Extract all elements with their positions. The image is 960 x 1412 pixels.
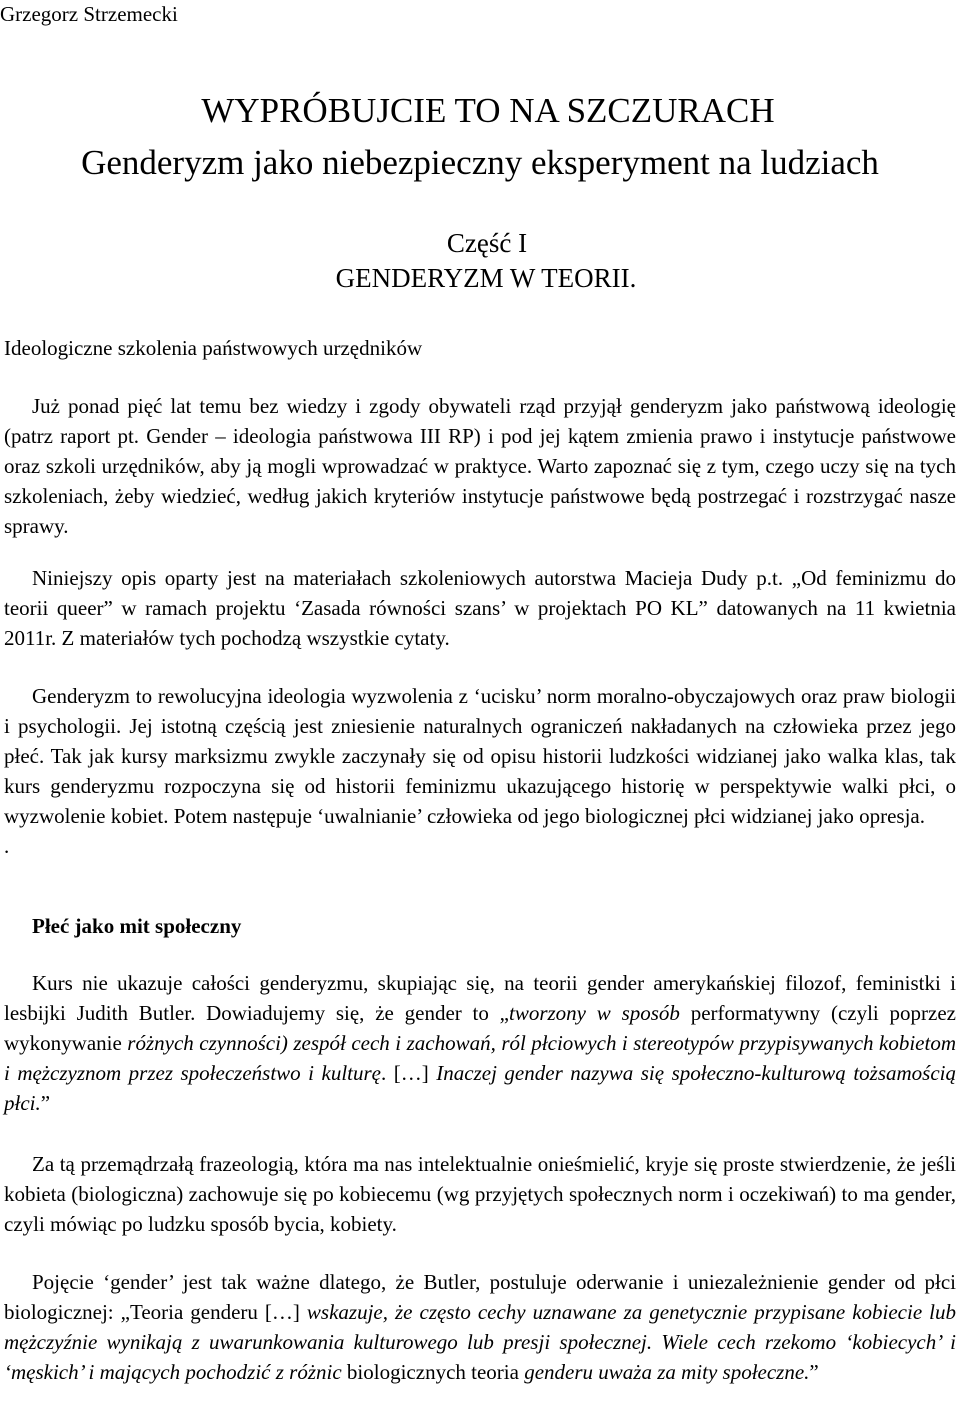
section-heading: Ideologiczne szkolenia państwowych urzędników: [4, 336, 423, 360]
part-label: Część I: [446, 228, 528, 258]
paragraph: Za tą przemądrzałą frazeologią, która ma nas intelektualnie onieśmielić, kryje się proste stwierdzenie, że jeśli kobieta (biologiczna) zachowuje się po kobiecemu (wg przyjętych społecznych norm i oczekiwań) to ma gender, czyli mówiąc po ludzku sposób bycia, kobiety.: [4, 1152, 956, 1236]
document-title: WYPRÓBUJCIE TO NA SZCZURACH: [201, 91, 775, 130]
text: ”: [809, 1360, 819, 1384]
paragraph: Niniejszy opis oparty jest na materiałach szkoleniowych autorstwa Macieja Dudy p.t. „Od feminizmu do teorii queer” w ramach projektu ‘Zasada równości szans’ w projektach PO KL” datowanych na 11 kwietnia 2011r. Z materiałów tych pochodzą wszystkie cytaty.: [4, 566, 956, 650]
paragraph-text: Genderyzm to rewolucyjna ideologia wyzwolenia z ‘ucisku’ norm moralno-obyczajowych oraz praw biologii i psychologii. Jej istotną częścią jest zniesienie naturalnych ograniczeń nakładanych na człowieka przez jego płeć. Tak jak kursy marksizmu zwykle zaczynały się od opisu historii ludzkości widzianej jako walka klas, tak kurs genderyzmu rozpoczyna się od historii feminizmu ukazującego historię w perspektywie walki płci, o wyzwolenie kobiet. Potem następuje ‘uwalnianie’ człowieka od jego biologicznej płci widzianej jako opresja.: [4, 684, 956, 828]
text: biologicznych teoria: [341, 1360, 525, 1384]
text: ”: [40, 1091, 51, 1115]
text: Pojęcie ‘gender’ jest tak ważne dlatego, że Butler, postuluje oderwanie i uniezależnienie gender od płci biologicznej: „Teoria genderu […]: [4, 1270, 956, 1324]
italic-quote: wskazuje, że często cechy uznawane za genetycznie przypisane kobiecie lub mężczyźnie wynikają z uwarunkowania kulturowego lub presji społecznej. Wiele cech rzekomo ‘kobiecych’ i ‘męskich’ i mających pochodzić z różnic: [4, 1300, 956, 1384]
paragraph: [4, 681, 956, 861]
text: Kurs nie ukazuje całości genderyzmu, skupiając się, na teorii gender amerykańskiej filozof, feministki i lesbijki Judith Butler. Dowiadujemy się, że gender to „: [4, 971, 956, 1025]
text: performatywny (czyli poprzez wykonywanie: [4, 1001, 956, 1055]
italic-quote: tworzony w sposób: [509, 1001, 680, 1025]
italic-quote: genderu uważa za mity społeczne.: [524, 1360, 810, 1384]
author-name: Grzegorz Strzemecki: [0, 2, 178, 26]
part-title: GENDERYZM W TEORII.: [335, 263, 637, 293]
document-subtitle: Genderyzm jako niebezpieczny eksperyment na ludziach: [81, 143, 879, 182]
text: . […]: [381, 1061, 437, 1085]
italic-quote: Inaczej gender nazywa się społeczno-kulturową tożsamością płci.: [4, 1061, 956, 1115]
paragraph: Już ponad pięć lat temu bez wiedzy i zgody obywateli rząd przyjął genderyzm jako państwową ideologię (patrz raport pt. Gender – ideologia państwowa III RP) i pod jej kątem zmienia prawo i instytucje państwowe oraz szkoli urzędników, aby ją mogli wprowadzać w praktyce. Warto zapoznać się z tym, czego uczy się na tych szkoleniach, żeby wiedzieć, według jakich kryteriów instytucje państwowe będą postrzegać i rozstrzygać nasze sprawy.: [4, 394, 956, 538]
italic-quote: różnych czynności) zespół cech i zachowań, ról płciowych i stereotypów przypisywanych kobietom i mężczyznom przez społeczeństwo i kulturę: [4, 1031, 957, 1085]
section-heading: Płeć jako mit społeczny: [32, 914, 242, 938]
stray-dot: .: [4, 834, 10, 858]
paragraph: [4, 968, 956, 1118]
paragraph: [4, 1267, 956, 1387]
